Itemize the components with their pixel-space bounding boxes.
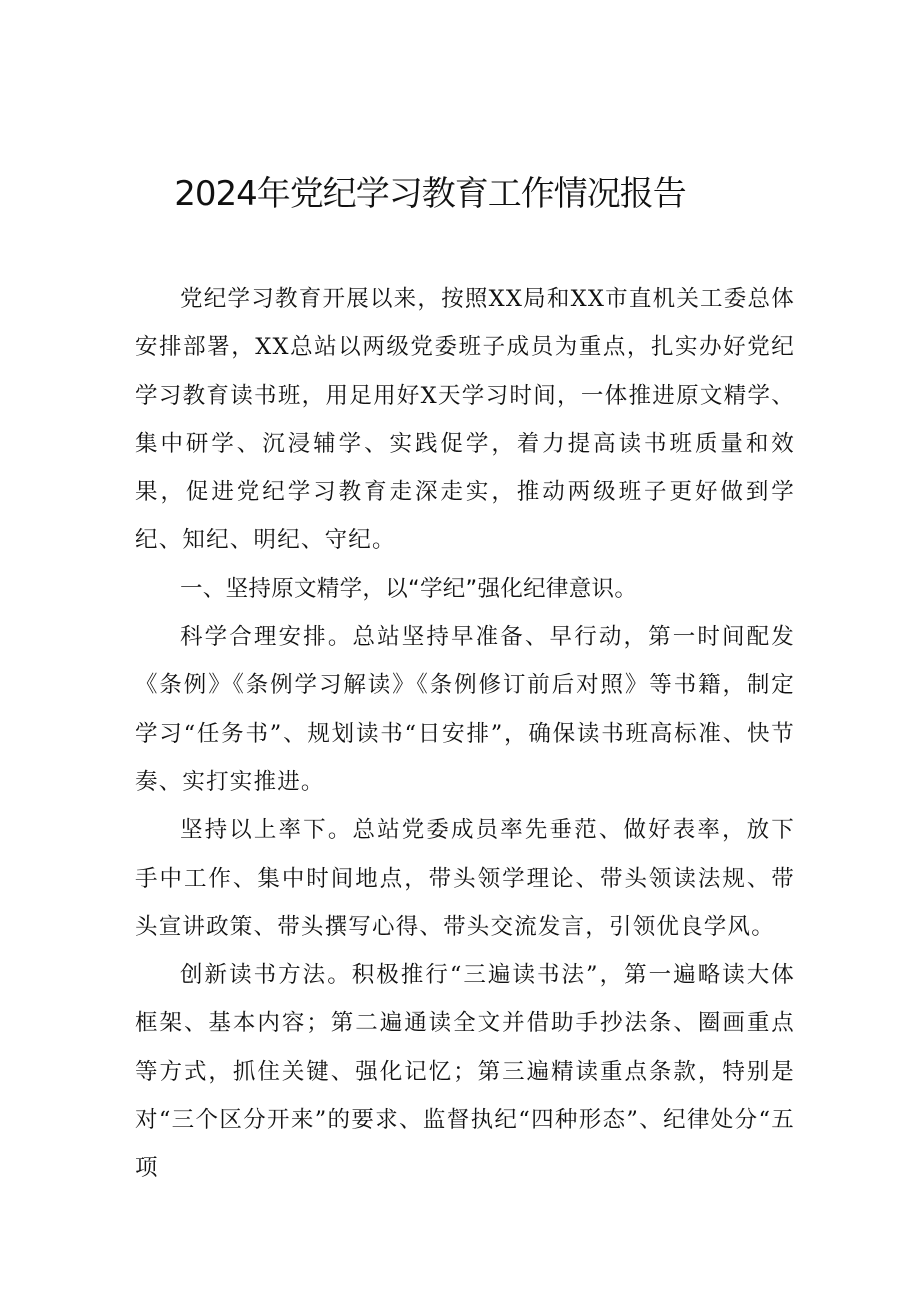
section-1-paragraph-1: 科学合理安排。总站坚持早准备、早行动，第一时间配发《条例》《条例学习解读》《条例修订前后对照》等书籍，制定学习“任务书”、规划读书“日安排”，确保读书班高标准、快节奏、实打实推进。 <box>135 624 795 795</box>
intro-paragraph: 党纪学习教育开展以来，按照XX局和XX市直机关工委总体安排部署，XX总站以两级党委班子成员为重点，扎实办好党纪学习教育读书班，用足用好X天学习时间，一体推进原文精学、集中研学、沉浸辅学、实践促学，着力提高读书班质量和效果，促进党纪学习教育走深走实，推动两级班子更好做到学纪、知纪、明纪、守纪。 <box>135 286 795 554</box>
section-1-paragraph-3: 创新读书方法。积极推行“三遍读书法”，第一遍略读大体框架、基本内容；第二遍通读全文并借助手抄法条、圈画重点等方式，抓住关键、强化记忆；第三遍精读重点条款，特别是对“三个区分开来”的要求、监督执纪“四种形态”、纪律处分“五项 <box>135 962 795 1182</box>
section-heading-1: 一、坚持原文精学，以“学纪”强化纪律意识。 <box>180 575 638 602</box>
document-body <box>135 275 795 1193</box>
section-1-paragraph-2: 坚持以上率下。总站党委成员率先垂范、做好表率，放下手中工作、集中时间地点，带头领学理论、带头领读法规、带头宣讲政策、带头撰写心得、带头交流发言，引领优良学风。 <box>135 817 795 940</box>
document-title: 2024年党纪学习教育工作情况报告 <box>174 174 686 214</box>
